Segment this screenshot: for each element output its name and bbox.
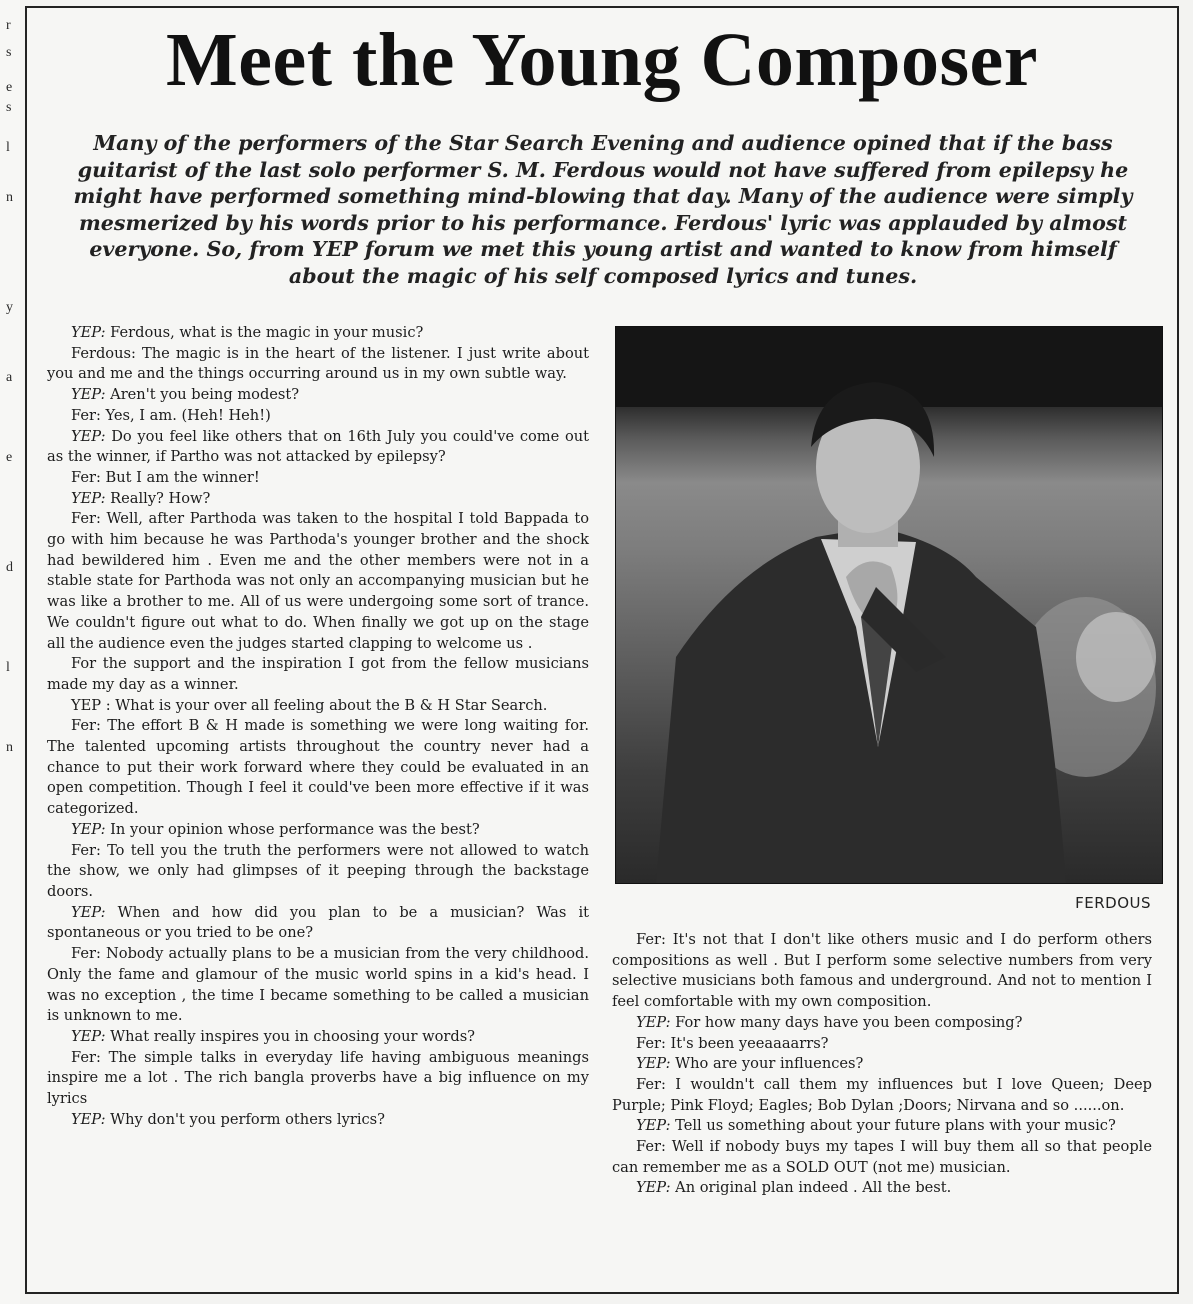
paragraph-text: Really? How?	[110, 489, 211, 507]
interview-paragraph	[47, 696, 589, 717]
interview-paragraph	[47, 468, 589, 489]
paragraph-text: Fer: Nobody actually plans to be a musician from the very childhood. Only the fame and glamour of the music world spins in a kid's head. I was no exception , the time I became something to be called a musician is unknown to me.	[47, 945, 589, 1025]
paragraph-text: Fer: It's been yeeaaaarrs?	[636, 1034, 829, 1052]
paragraph-text: In your opinion whose performance was the best?	[110, 820, 480, 838]
speaker-label: YEP:	[636, 1117, 671, 1135]
ferdous-photo	[615, 326, 1163, 884]
margin-fragment: e	[6, 450, 13, 465]
speaker-label: YEP:	[71, 386, 106, 404]
paragraph-text: Fer: But I am the winner!	[71, 468, 260, 486]
paragraph-text: For how many days have you been composing?	[675, 1013, 1023, 1031]
paragraph-text: Fer: Well if nobody buys my tapes I will buy them all so that people can remember me as a SOLD OUT (not me) musician.	[612, 1138, 1152, 1176]
margin-fragment: r	[6, 18, 11, 33]
speaker-label: YEP:	[71, 1110, 106, 1128]
paragraph-text: Fer: Well, after Parthoda was taken to the hospital I told Bappada to go with him because he was Parthoda's younger brother and the shock had bewildered him . Even me and the other members were not in a stable state for Parthoda was not only an accompanying musician but he was like a brother to me. All of us were undergoing some sort of trance. We couldn't figure out what to do. When finally we got up on the stage all the audience even the judges started clapping to welcome us .	[47, 510, 589, 652]
interview-paragraph	[47, 344, 589, 385]
speaker-label: YEP:	[71, 427, 106, 445]
margin-fragment: l	[6, 660, 10, 675]
paragraph-text: Who are your influences?	[675, 1055, 864, 1073]
interview-paragraph	[47, 841, 589, 903]
paragraph-text: YEP : What is your over all feeling about the B & H Star Search.	[71, 696, 548, 714]
speaker-label: YEP:	[71, 324, 106, 341]
margin-fragment: d	[6, 560, 13, 575]
paragraph-text: An original plan indeed . All the best.	[675, 1179, 952, 1197]
interview-paragraph	[47, 716, 589, 820]
speaker-label: YEP:	[71, 820, 106, 838]
paragraph-text: For the support and the inspiration I got from the fellow musicians made my day as a winner.	[47, 655, 589, 693]
paragraph-text: Do you feel like others that on 16th July you could've come out as the winner, if Partho was not attacked by epilepsy?	[47, 427, 590, 466]
interview-paragraph	[612, 1013, 1152, 1034]
paragraph-text: Fer: Yes, I am. (Heh! Heh!)	[71, 406, 271, 424]
interview-paragraph	[47, 1110, 589, 1131]
paragraph-text: Fer: To tell you the truth the performers were not allowed to watch the show, we only had glimpses of it peeping through the backstage doors.	[47, 841, 589, 900]
interview-paragraph	[47, 385, 589, 406]
margin-fragment: n	[6, 190, 13, 205]
interview-paragraph	[47, 820, 589, 841]
paragraph-text: Fer: It's not that I don't like others music and I do perform others compositions as well . But I perform some selective numbers from very selective musicians both famous and underground. And not to mention I feel comfortable with my own composition.	[612, 931, 1152, 1011]
paragraph-text: Fer: The effort B & H made is something we were long waiting for. The talented upcoming artists throughout the country never had a chance to put their work forward where they could be evaluated in an open competition. Though I feel it could've been more effective if it was categorized.	[47, 717, 589, 818]
interview-paragraph	[47, 509, 589, 654]
interview-paragraph	[612, 1116, 1152, 1137]
margin-fragment: n	[6, 740, 13, 755]
intro-paragraph: Many of the performers of the Star Search Evening and audience opined that if the bass guitarist of the last solo performer S. M. Ferdous would not have suffered from epilepsy he might have performed something mind-blowing that day. Many of the audience were simply mesmerized by his words prior to his performance. Ferdous' lyric was applauded by almost everyone. So, from YEP forum we met this young artist and wanted to know from himself about the magic of his self composed lyrics and tunes.	[73, 131, 1133, 288]
paragraph-text: Fer: I wouldn't call them my influences but I love Queen; Deep Purple; Pink Floyd; Eagles; Bob Dylan ;Doors; Nirvana and so ......on.	[612, 1075, 1152, 1114]
interview-paragraph	[47, 1027, 589, 1048]
paragraph-text: Fer: The simple talks in everyday life having ambiguous meanings inspire me a lot . The rich bangla proverbs have a big influence on my lyrics	[47, 1048, 589, 1108]
interview-paragraph	[612, 1137, 1152, 1178]
adjacent-column-strip	[0, 0, 20, 1304]
paragraph-text: Why don't you perform others lyrics?	[110, 1110, 385, 1128]
interview-paragraph	[47, 489, 589, 510]
speaker-label: YEP:	[71, 1027, 106, 1045]
paragraph-text: Ferdous: The magic is in the heart of the listener. I just write about you and me and the things occurring around us in my own subtle way.	[47, 344, 589, 383]
portrait-illustration	[616, 327, 1162, 883]
interview-paragraph	[47, 1048, 589, 1110]
margin-fragment: a	[6, 370, 13, 385]
interview-paragraph	[47, 427, 589, 468]
interview-left-column	[47, 323, 589, 1130]
paragraph-text: When and how did you plan to be a musician? Was it spontaneous or you tried to be one?	[47, 903, 589, 942]
interview-paragraph	[612, 1075, 1152, 1116]
margin-fragment: s	[6, 100, 12, 115]
paragraph-text: Tell us something about your future plans with your music?	[675, 1117, 1116, 1135]
interview-paragraph	[612, 1034, 1152, 1055]
paragraph-text: What really inspires you in choosing your words?	[110, 1027, 476, 1045]
article-box	[25, 6, 1179, 1294]
margin-fragment: e	[6, 80, 13, 95]
margin-fragment: y	[6, 300, 13, 315]
interview-paragraph	[612, 930, 1152, 1013]
interview-paragraph	[612, 1178, 1152, 1199]
paragraph-text: Aren't you being modest?	[110, 386, 300, 404]
interview-paragraph	[47, 903, 589, 944]
speaker-label: YEP:	[71, 489, 106, 507]
margin-fragment: s	[6, 45, 12, 60]
speaker-label: YEP:	[636, 1055, 671, 1073]
interview-paragraph	[47, 944, 589, 1027]
interview-paragraph	[47, 406, 589, 427]
interview-paragraph	[47, 654, 589, 695]
speaker-label: YEP:	[71, 903, 106, 921]
speaker-label: YEP:	[636, 1013, 671, 1031]
interview-right-column	[612, 930, 1152, 1199]
speaker-label: YEP:	[636, 1179, 671, 1197]
interview-paragraph	[47, 323, 589, 344]
paragraph-text: Ferdous, what is the magic in your music?	[110, 324, 424, 341]
headline: Meet the Young Composer	[166, 18, 1038, 102]
margin-fragment: l	[6, 140, 10, 155]
photo-caption: FERDOUS	[1075, 894, 1151, 912]
interview-paragraph	[612, 1054, 1152, 1075]
